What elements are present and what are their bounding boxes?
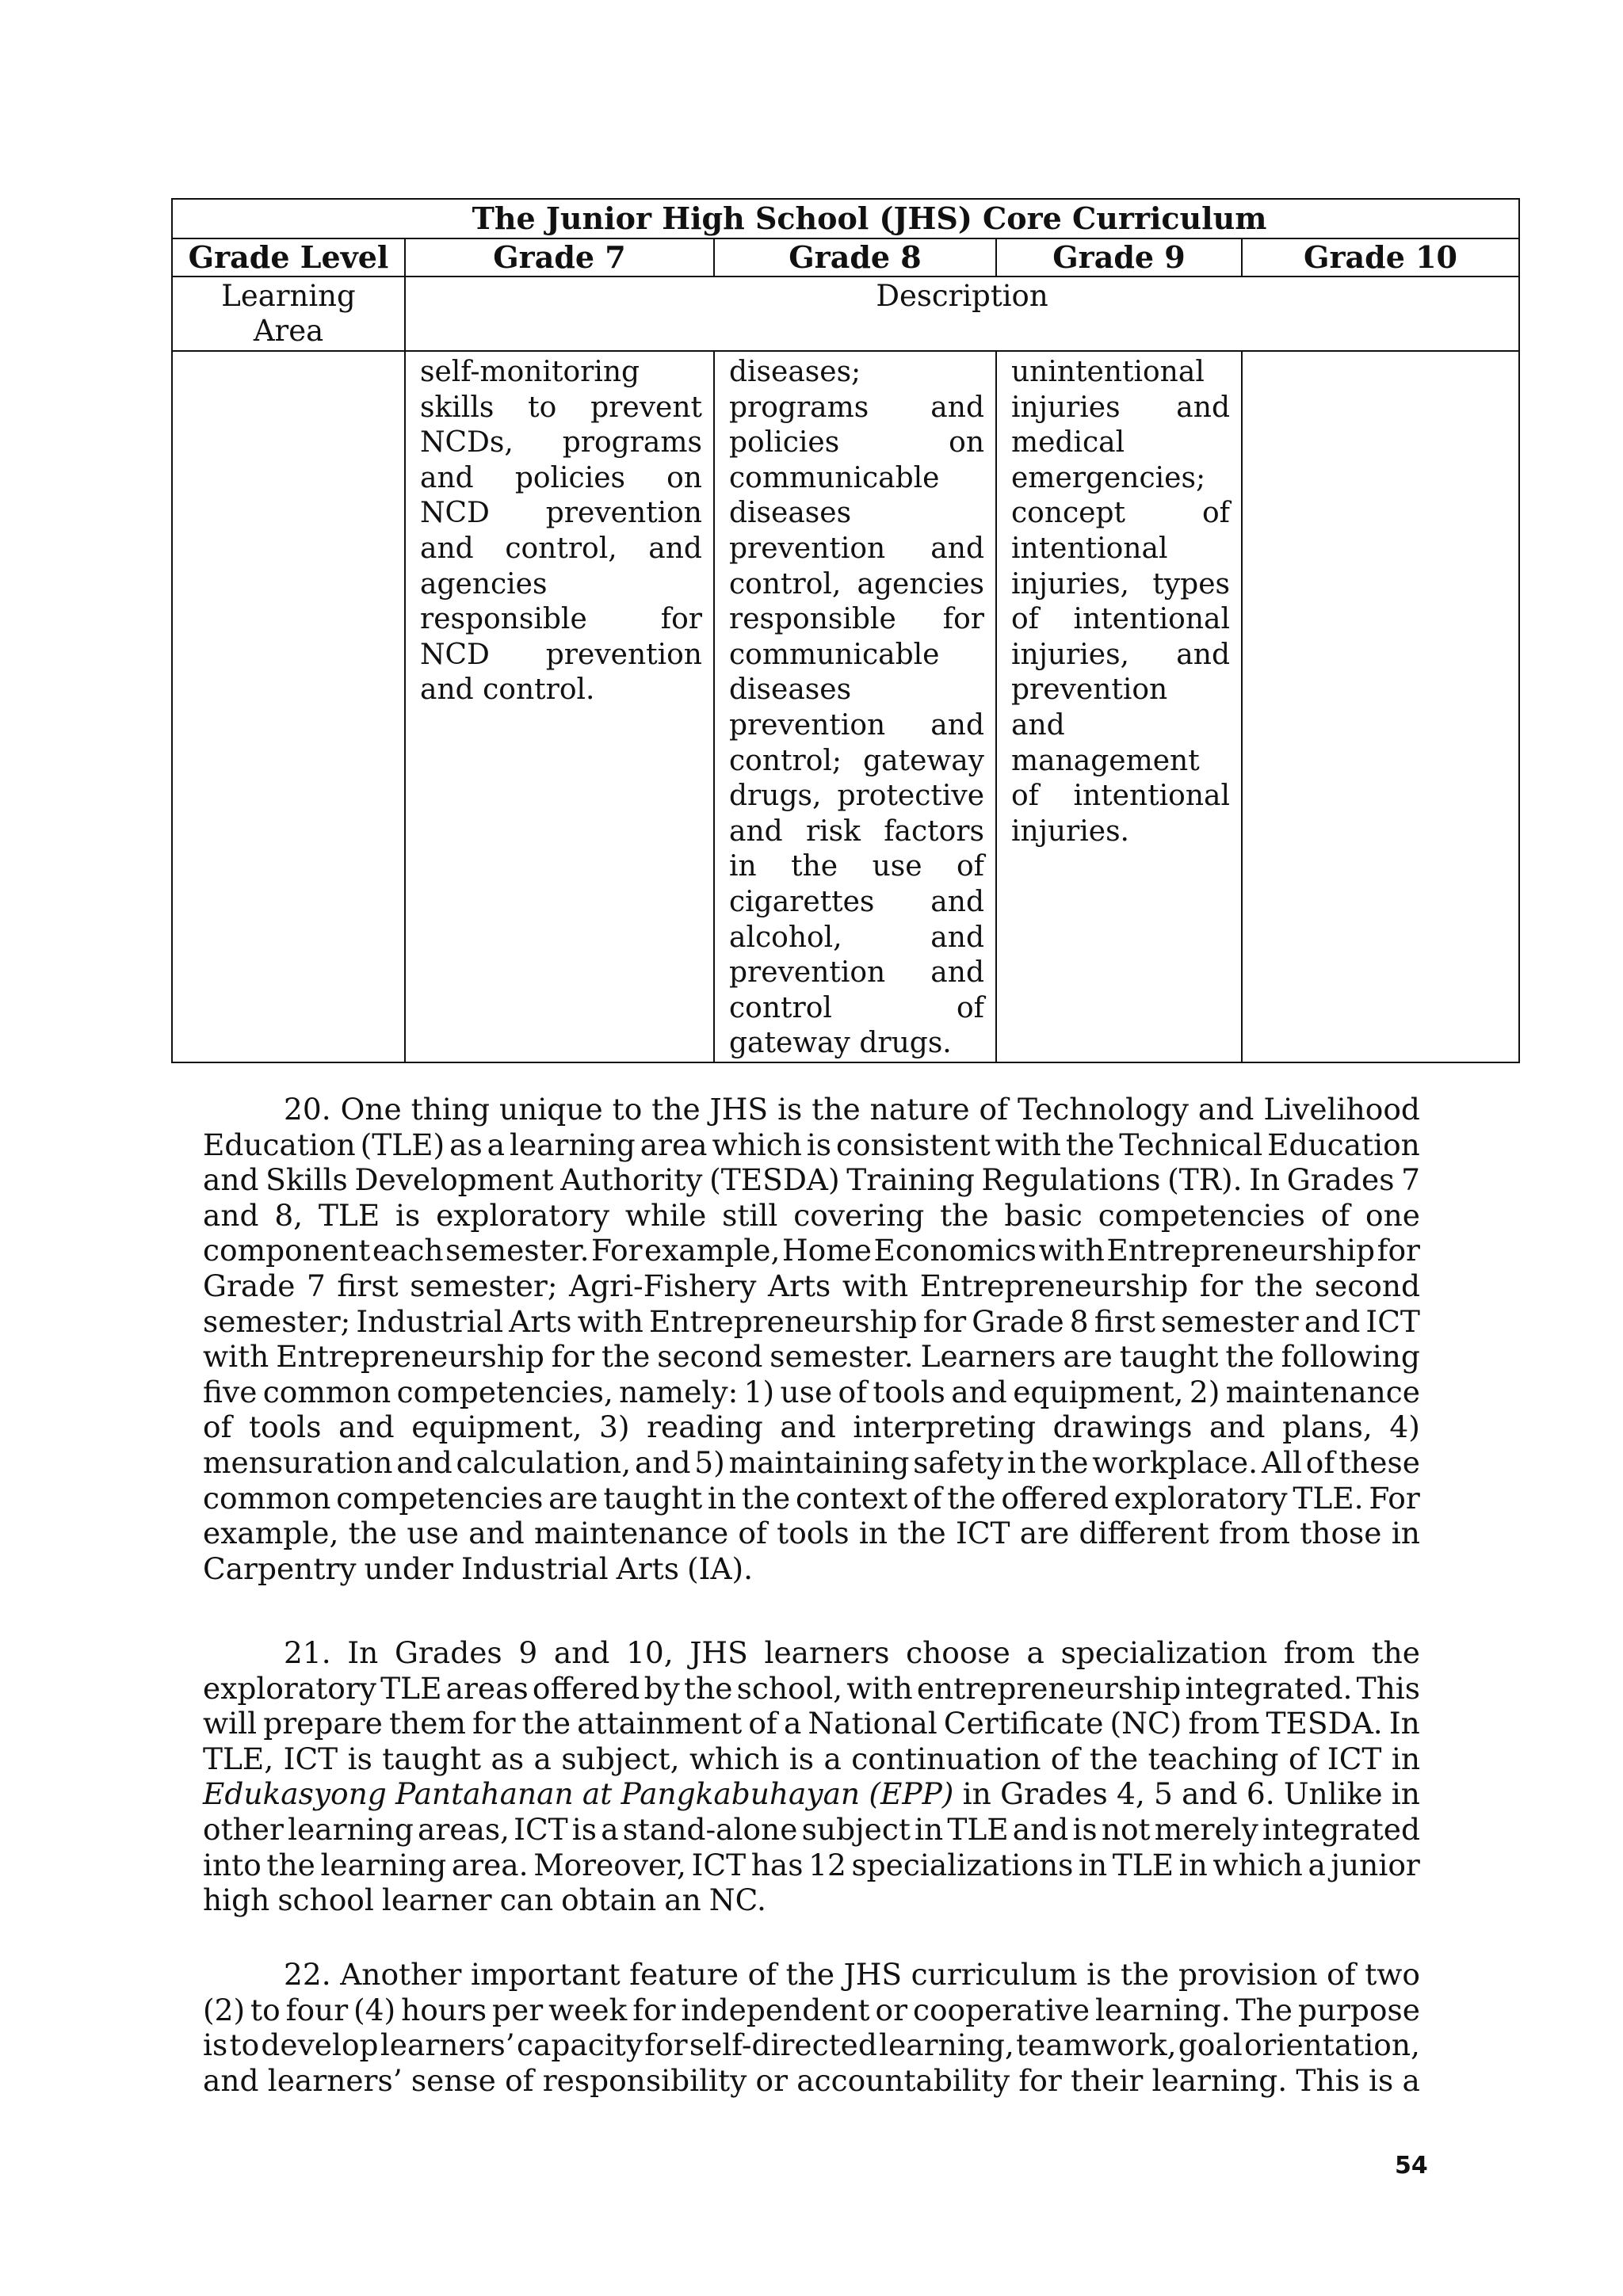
table-body-row — [172, 351, 1519, 1062]
header-grade-8: Grade 8 — [714, 238, 996, 277]
cell-line: in the use of — [729, 850, 984, 883]
grade-9-cell — [996, 351, 1242, 1062]
paragraph-line: into the learning area. Moreover, ICT has 12 specializations in TLE in which a junior — [203, 1847, 1420, 1882]
cell-line: programs and — [729, 391, 984, 424]
paragraph-line: Grade 7 first semester; Agri-Fishery Arts with Entrepreneurship for the second — [203, 1268, 1420, 1303]
paragraph-21 — [203, 1635, 1420, 1918]
cell-line: and — [1011, 708, 1065, 742]
paragraph-line: Edukasyong Pantahanan at Pangkabuhayan (EPP) in Grades 4, 5 and 6. Unlike in — [203, 1776, 1420, 1812]
cell-line: alcohol, and — [729, 921, 984, 954]
paragraph-line: 22. Another important feature of the JHS curriculum is the provision of two — [284, 1957, 1420, 1992]
cell-line: NCDs, programs — [420, 426, 702, 460]
paragraph-line: common competencies are taught in the context of the offered exploratory TLE. For — [203, 1480, 1420, 1516]
cell-line: and control. — [420, 673, 595, 707]
cell-line: self-monitoring — [420, 356, 640, 388]
paragraph-line: is to develop learners’ capacity for self-directed learning, teamwork, goal orientation, — [203, 2027, 1420, 2063]
header-grade-9: Grade 9 — [996, 238, 1242, 277]
paragraph-line: example, the use and maintenance of tools in the ICT are different from those in — [203, 1516, 1420, 1551]
cell-line: communicable — [729, 461, 940, 494]
paragraph-line: Education (TLE) as a learning area which is consistent with the Technical Education — [203, 1127, 1420, 1162]
paragraph-line: 21. In Grades 9 and 10, JHS learners choose a specialization from the — [284, 1635, 1420, 1670]
cell-line: agencies — [420, 567, 548, 601]
paragraph-line: will prepare them for the attainment of a National Certificate (NC) from TESDA. In — [203, 1706, 1420, 1741]
cell-line: policies on — [729, 426, 984, 460]
header-grade-7: Grade 7 — [405, 238, 714, 277]
paragraph-line: (2) to four (4) hours per week for independent or cooperative learning. The purpose — [203, 1992, 1420, 2027]
paragraph-line: exploratory TLE areas offered by the school, with entrepreneurship integrated. This — [203, 1670, 1420, 1706]
grade-8-text — [715, 352, 995, 1062]
cell-line: and control, and — [420, 532, 702, 565]
cell-line: control; gateway — [729, 744, 984, 777]
cell-line: injuries. — [1011, 814, 1129, 848]
paragraph-line: five common competencies, namely: 1) use of tools and equipment, 2) maintenance — [203, 1374, 1420, 1409]
grade-7-text — [406, 352, 713, 708]
learning-area-line-1: Learning — [221, 279, 356, 313]
table-title: The Junior High School (JHS) Core Curriculum — [172, 199, 1519, 238]
cell-line: prevention and — [729, 956, 984, 990]
paragraph-line: 20. One thing unique to the JHS is the nature of Technology and Livelihood — [284, 1092, 1420, 1127]
paragraph-line: and 8, TLE is exploratory while still covering the basic competencies of one — [203, 1197, 1420, 1233]
cell-line: skills to prevent — [420, 391, 702, 424]
paragraph-22 — [203, 1957, 1420, 2098]
description-label: Description — [405, 277, 1519, 351]
cell-line: NCD prevention — [420, 497, 702, 530]
cell-line: drugs, protective — [729, 780, 984, 813]
cell-line: emergencies; — [1011, 461, 1206, 494]
curriculum-table — [171, 198, 1520, 1063]
cell-line: NCD prevention — [420, 638, 702, 671]
learning-area-label — [172, 277, 405, 351]
paragraph-line: TLE, ICT is taught as a subject, which is a continuation of the teaching of ICT in — [203, 1741, 1420, 1776]
cell-line: diseases; — [729, 356, 861, 388]
cell-line: injuries, and — [1011, 638, 1230, 671]
paragraph-line: other learning areas, ICT is a stand-alone subject in TLE and is not merely integrated — [203, 1811, 1420, 1847]
learning-area-cell — [172, 351, 405, 1062]
grade-10-cell — [1242, 351, 1519, 1062]
paragraph-line: mensuration and calculation, and 5) maintaining safety in the workplace. All of these — [203, 1444, 1420, 1480]
paragraph-line: and Skills Development Authority (TESDA) Training Regulations (TR). In Grades 7 — [203, 1162, 1420, 1198]
paragraph-number: 22. — [284, 1957, 331, 1992]
grade-8-cell — [714, 351, 996, 1062]
cell-line: concept of — [1011, 497, 1230, 530]
cell-line: responsible for — [729, 603, 984, 636]
cell-line: responsible for — [420, 603, 702, 636]
cell-line: gateway drugs. — [729, 1027, 952, 1060]
header-grade-10: Grade 10 — [1242, 238, 1519, 277]
cell-line: and policies on — [420, 461, 702, 494]
paragraph-number: 21. — [284, 1635, 331, 1670]
paragraph-line: component each semester. For example, Home Economics with Entrepreneurship for — [203, 1233, 1420, 1268]
paragraph-line: with Entrepreneurship for the second semester. Learners are taught the following — [203, 1339, 1420, 1375]
paragraph-line: high school learner can obtain an NC. — [203, 1882, 766, 1918]
page-number: 54 — [1395, 2152, 1428, 2180]
cell-line: injuries and — [1011, 391, 1230, 424]
table-header-row — [172, 238, 1519, 277]
cell-line: diseases — [729, 497, 852, 530]
cell-line: of intentional — [1011, 603, 1230, 636]
learning-area-line-2: Area — [253, 314, 324, 348]
paragraph-line: of tools and equipment, 3) reading and interpreting drawings and plans, 4) — [203, 1409, 1420, 1445]
grade-7-cell — [405, 351, 714, 1062]
grade-9-text — [997, 352, 1241, 849]
paragraph-20 — [203, 1092, 1420, 1586]
cell-line: injuries, types — [1011, 567, 1230, 601]
cell-line: prevention — [1011, 673, 1168, 707]
paragraph-number: 20. — [284, 1092, 331, 1127]
paragraph-line: Carpentry under Industrial Arts (IA). — [203, 1550, 754, 1586]
paragraph-line: and learners’ sense of responsibility or accountability for their learning. This is a — [203, 2062, 1420, 2098]
cell-line: intentional — [1011, 532, 1168, 565]
cell-line: medical — [1011, 426, 1125, 460]
cell-line: diseases — [729, 673, 852, 707]
paragraph-line: semester; Industrial Arts with Entrepreneurship for Grade 8 first semester and ICT — [203, 1303, 1420, 1339]
cell-line: management — [1011, 744, 1200, 777]
cell-line: of intentional — [1011, 780, 1230, 813]
cell-line: communicable — [729, 638, 940, 671]
cell-line: unintentional — [1011, 356, 1205, 388]
description-row — [172, 277, 1519, 351]
grade-10-text — [1243, 352, 1518, 355]
cell-line: prevention and — [729, 532, 984, 565]
header-grade-level: Grade Level — [172, 238, 405, 277]
cell-line: and risk factors — [729, 814, 984, 848]
cell-line: control, agencies — [729, 567, 984, 601]
cell-line: control of — [729, 991, 984, 1024]
cell-line: prevention and — [729, 708, 984, 742]
cell-line: cigarettes and — [729, 885, 984, 918]
